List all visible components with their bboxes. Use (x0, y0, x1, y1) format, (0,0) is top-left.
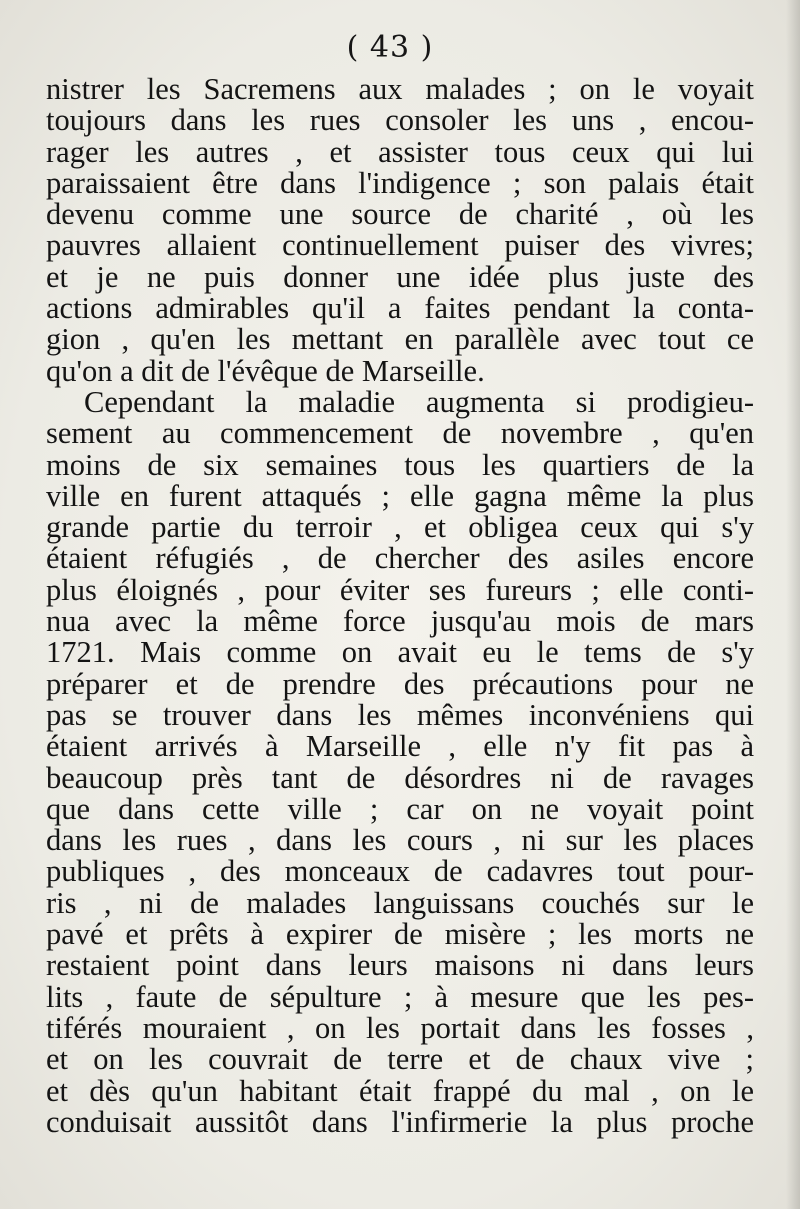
text-line: dans les rues , dans les cours , ni sur les places (46, 823, 754, 858)
text-line: publiques , des monceaux de cadavres tout pour- (46, 854, 754, 889)
text-line: pauvres allaient continuellement puiser des vivres; (46, 228, 754, 263)
text-line: pas se trouver dans les mêmes inconvéniens qui (46, 697, 754, 732)
paragraph-end-line: qu'on a dit de l'évêque de Marseille. (46, 353, 485, 388)
text-line: toujours dans les rues consoler les uns , encou- (46, 103, 754, 138)
text-line: beaucoup près tant de désordres ni de ravages (46, 760, 754, 795)
text-line: étaient réfugiés , de chercher des asiles encore (46, 541, 754, 576)
text-line: restaient point dans leurs maisons ni dans leurs (46, 948, 754, 983)
text-line: tiférés mouraient , on les portait dans les fosses , (46, 1010, 754, 1045)
text-line: devenu comme une source de charité , où les (46, 197, 754, 232)
text-line: que dans cette ville ; car on ne voyait point (46, 791, 754, 826)
text-line: gion , qu'en les mettant en parallèle avec tout ce (46, 322, 754, 357)
text-line: plus éloignés , pour éviter ses fureurs ; elle conti- (46, 572, 754, 607)
text-line: moins de six semaines tous les quartiers de la (46, 447, 754, 482)
text-line: conduisait aussitôt dans l'infirmerie la plus proche (46, 1104, 754, 1139)
text-line: préparer et de prendre des précautions pour ne (46, 666, 754, 701)
text-line: et on les couvrait de terre et de chaux vive ; (46, 1042, 754, 1077)
text-line: et dès qu'un habitant était frappé du mal , on le (46, 1073, 754, 1108)
text-line: nistrer les Sacremens aux malades ; on le voyait (46, 72, 754, 106)
text-line: et je ne puis donner une idée plus juste des (46, 259, 754, 294)
body-text (46, 74, 754, 1138)
page-edge-shadow (786, 0, 800, 1209)
text-line: sement au commencement de novembre , qu'en (46, 416, 754, 451)
text-line: grande partie du terroir , et obligea ceux qui s'y (46, 510, 754, 545)
text-line: 1721. Mais comme on avait eu le tems de s'y (46, 635, 754, 670)
text-line: ris , ni de malades languissans couchés sur le (46, 885, 754, 920)
page-number: ( 43 ) (346, 30, 434, 65)
text-line: étaient arrivés à Marseille , elle n'y fit pas à (46, 729, 754, 764)
text-line: paraissaient être dans l'indigence ; son palais était (46, 165, 754, 200)
text-line: pavé et prêts à expirer de misère ; les morts ne (46, 917, 754, 952)
text-line: nua avec la même force jusqu'au mois de mars (46, 604, 754, 639)
text-line: rager les autres , et assister tous ceux qui lui (46, 134, 754, 169)
paragraph-start-line: Cependant la maladie augmenta si prodigieu- (84, 384, 754, 419)
text-line: lits , faute de sépulture ; à mesure que les pes- (46, 979, 754, 1014)
text-line: actions admirables qu'il a faites pendant la conta- (46, 291, 754, 326)
text-line: ville en furent attaqués ; elle gagna même la plus (46, 478, 754, 513)
